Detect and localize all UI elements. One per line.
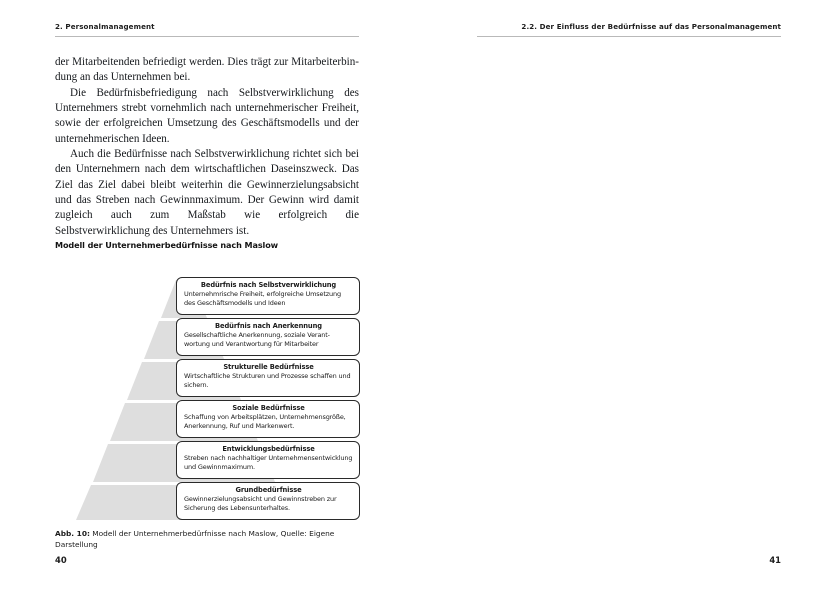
pyramid-level-1-title: Bedürfnis nach Selbstverwirklichung xyxy=(200,281,337,289)
body-text-left xyxy=(55,55,359,239)
pyramid-level-4-desc: Schaffung von Arbeitsplätzen, Unternehmensgröße, Anerkennung, Ruf und Markenwert. xyxy=(184,413,346,431)
page-number-right: 41 xyxy=(769,555,781,565)
header-rule-right xyxy=(477,36,781,37)
running-head-left: 2. Personalmanagement xyxy=(55,22,155,31)
pyramid-level-5 xyxy=(176,441,360,479)
pyramid-level-3-title: Strukturelle Bedürfnisse xyxy=(223,363,314,371)
pyramid-level-5-desc: Streben nach nachhaltiger Unternehmensentwicklung und Gewinnmaximum. xyxy=(184,454,353,472)
pyramid-level-6-title: Grundbedürfnisse xyxy=(235,486,302,494)
pyramid-level-3-desc: Wirtschaftliche Strukturen und Prozesse schaffen und sichern. xyxy=(184,372,351,390)
figure-caption-abb10 xyxy=(55,528,365,550)
pyramid-level-2-desc: Gesellschaftliche Anerkennung, soziale Verantwortung und Verantwortung für Mitarbeiter xyxy=(184,331,331,349)
pyramid-level-5-title: Entwicklungsbedürfnisse xyxy=(222,445,315,453)
pyramid-level-2 xyxy=(176,318,360,356)
pyramid-level-4 xyxy=(176,400,360,438)
pyramid-level-1 xyxy=(176,277,360,315)
caption-text: Modell der Unternehmerbedürfnisse nach Maslow, Quelle: Eigene Darstellung xyxy=(55,529,335,550)
running-head-right: 2.2. Der Einfluss der Bedürfnisse auf das Personalmanagement xyxy=(521,22,781,31)
pyramid-level-6-desc: Gewinnerzielungsabsicht und Gewinnstreben zur Sicherung des Lebensunterhaltes. xyxy=(184,495,337,513)
paragraph: der Mitarbeitenden befriedigt werden. Dies trägt zur Mitarbeiterbindung an das Unternehmen bei. xyxy=(55,56,359,84)
paragraph: Die Bedürfnisbefriedigung nach Selbstverwirklichung des Unternehmers strebt vornehmlich nach unternehmerischer Freiheit, sowie der erfolgreichen Umsetzung des Geschäftsmodells und der unternehmerischen Ideen. xyxy=(55,86,359,145)
page-left xyxy=(0,0,419,595)
figure-title-maslow: Modell der Unternehmerbedürfnisse nach Maslow xyxy=(55,240,279,250)
page-right xyxy=(420,0,839,595)
paragraph: Auch die Bedürfnisse nach Selbstverwirklichung richtet sich bei den Unternehmern nach dem wirtschaftlichen Daseinszweck. Das Ziel das Ziel dabei bleibt weiterhin die Gewinnerzielungsabsicht und das Streben nach Gewinnmaximum. Der Gewinn wird damit zugleich auch zum Maßstab wie erfolgreich die Selbstverwirklichung des Unternehmers ist. xyxy=(55,148,359,237)
caption-label: Abb. 10: xyxy=(55,529,90,538)
page-number-left: 40 xyxy=(55,555,67,565)
pyramid-level-2-title: Bedürfnis nach Anerkennung xyxy=(215,322,322,330)
header-rule-left xyxy=(55,36,359,37)
pyramid-level-4-title: Soziale Bedürfnisse xyxy=(232,404,305,412)
pyramid-level-3 xyxy=(176,359,360,397)
pyramid-level-6 xyxy=(176,482,360,520)
figure-maslow-pyramid xyxy=(55,275,365,520)
pyramid-level-1-desc: Unternehmrische Freiheit, erfolgreiche Umsetzung des Geschäftsmodells und Ideen xyxy=(184,290,341,308)
